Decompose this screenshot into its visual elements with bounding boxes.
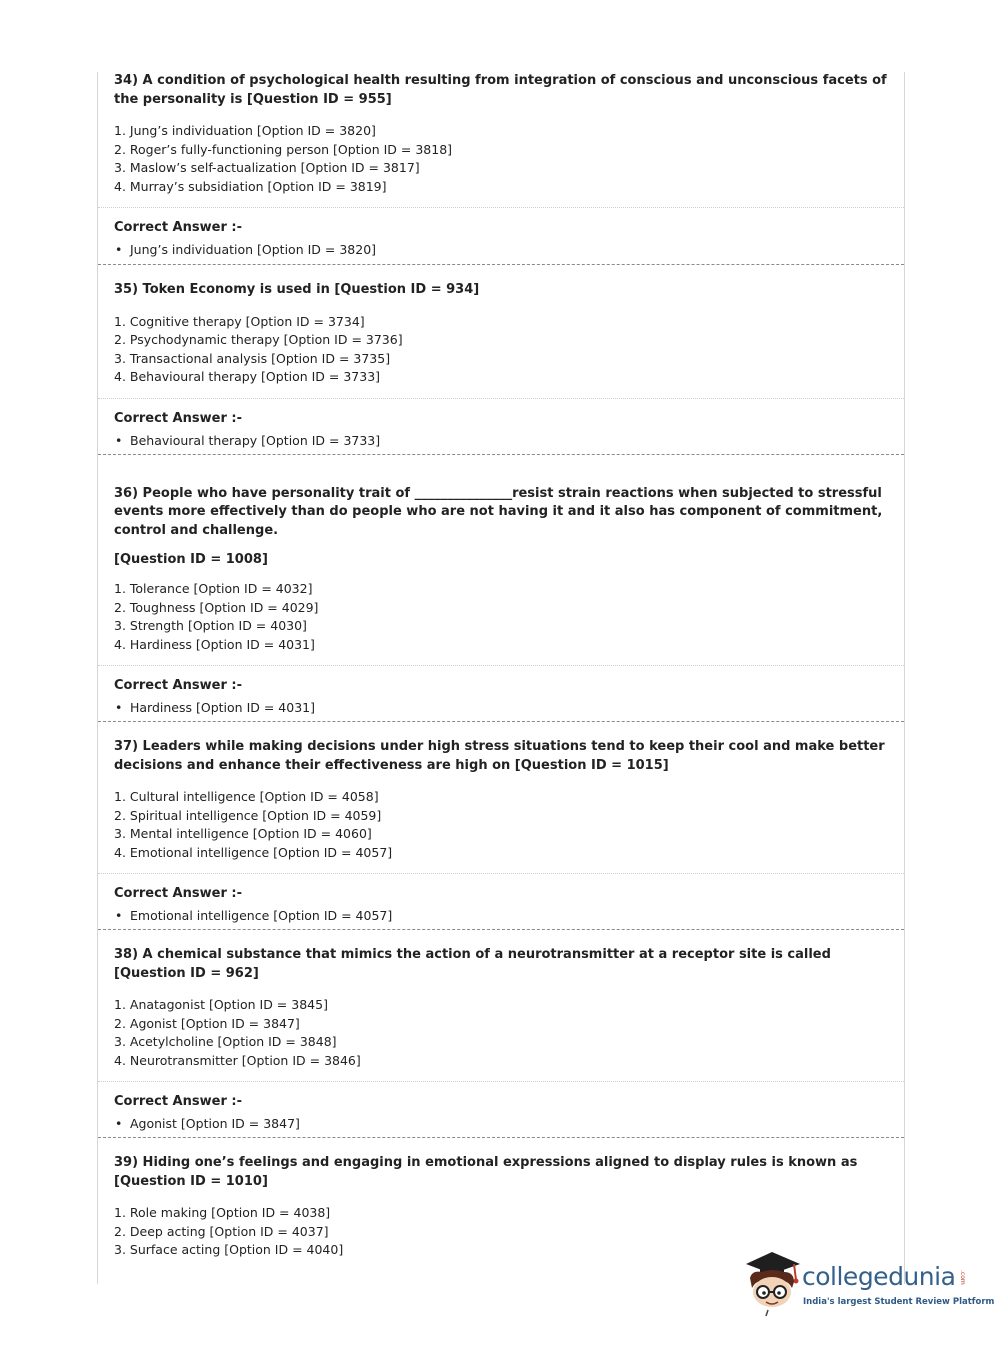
option-item: 3. Acetylcholine [Option ID = 3848] (114, 1034, 337, 1049)
correct-answer-block (98, 873, 904, 929)
question-text: 35) Token Economy is used in [Question ID = 934] (114, 282, 480, 297)
option-list (114, 996, 888, 1070)
option-item: 2. Deep acting [Option ID = 4037] (114, 1223, 329, 1239)
option-item: 3. Transactional analysis [Option ID = 3735] (114, 350, 391, 366)
correct-answer-value: • Agonist [Option ID = 3847] (114, 1115, 888, 1133)
correct-answer-block (98, 1081, 904, 1137)
question-36 (98, 455, 904, 655)
option-item: 2. Roger’s fully-functioning person [Option ID = 3818] (114, 141, 453, 157)
option-list (114, 122, 888, 196)
option-item: 2. Agonist [Option ID = 3847] (114, 1015, 300, 1031)
correct-answer-label: Correct Answer :- (114, 886, 242, 901)
graduate-mascot-icon (742, 1248, 804, 1318)
option-item: 4. Neurotransmitter [Option ID = 3846] (114, 1052, 361, 1068)
question-35 (98, 265, 904, 387)
option-list (114, 580, 888, 654)
option-item: 1. Anatagonist [Option ID = 3845] (114, 997, 328, 1012)
question-38 (98, 930, 904, 1070)
option-list (114, 788, 888, 862)
option-item: 4. Hardiness [Option ID = 4031] (114, 636, 315, 652)
question-text: 36) People who have personality trait of _______________resist strain reactions when subjected to stressful events more effectively than do people who are not having it and it also has component of commitment, control and challenge. (114, 485, 883, 538)
option-list (114, 313, 888, 387)
correct-answer-value: • Hardiness [Option ID = 4031] (114, 699, 888, 717)
option-item: 4. Murray’s subsidiation [Option ID = 3819] (114, 178, 387, 194)
option-item: 1. Cognitive therapy [Option ID = 3734] (114, 313, 365, 329)
option-item: 1. Jung’s individuation [Option ID = 3820] (114, 123, 376, 138)
correct-answer-block (98, 665, 904, 721)
option-item: 4. Behavioural therapy [Option ID = 3733] (114, 369, 381, 384)
question-paper-page (97, 72, 905, 1284)
logo-tagline: India's largest Student Review Platform (803, 1297, 995, 1307)
option-item: 2. Spiritual intelligence [Option ID = 4059] (114, 807, 382, 823)
option-item: 1. Role making [Option ID = 4038] (114, 1205, 331, 1220)
option-item: 3. Strength [Option ID = 4030] (114, 618, 307, 633)
question-39 (98, 1138, 904, 1260)
correct-answer-block (98, 207, 904, 264)
logo-domain-suffix: .com (959, 1270, 966, 1285)
question-37 (98, 722, 904, 862)
question-text: 39) Hiding one’s feelings and engaging in emotional expressions aligned to display rules is known as [Question ID = 1010] (114, 1155, 858, 1189)
option-item: 4. Emotional intelligence [Option ID = 4057] (114, 844, 393, 860)
question-text: 38) A chemical substance that mimics the action of a neurotransmitter at a receptor site is called [Question ID = 962] (114, 947, 831, 981)
question-34 (98, 72, 904, 196)
correct-answer-label: Correct Answer :- (114, 1094, 242, 1109)
option-item: 2. Toughness [Option ID = 4029] (114, 599, 319, 615)
option-item: 3. Maslow’s self-actualization [Option ID = 3817] (114, 160, 420, 175)
option-item: 1. Cultural intelligence [Option ID = 4058] (114, 789, 379, 804)
option-item: 3. Surface acting [Option ID = 4040] (114, 1242, 344, 1257)
correct-answer-label: Correct Answer :- (114, 410, 242, 426)
question-id-line: [Question ID = 1008] (114, 552, 268, 567)
option-item: 3. Mental intelligence [Option ID = 4060] (114, 826, 372, 841)
logo-wordmark: collegedunia (802, 1262, 956, 1291)
collegedunia-logo (742, 1248, 995, 1318)
correct-answer-label: Correct Answer :- (114, 220, 242, 235)
correct-answer-block (98, 398, 904, 454)
correct-answer-value: • Emotional intelligence [Option ID = 4057] (114, 907, 888, 925)
option-item: 1. Tolerance [Option ID = 4032] (114, 581, 313, 596)
question-text: 37) Leaders while making decisions under high stress situations tend to keep their cool and make better decisions and enhance their effectiveness are high on [Question ID = 1015] (114, 739, 885, 773)
option-item: 2. Psychodynamic therapy [Option ID = 3736] (114, 332, 403, 347)
correct-answer-value: • Jung’s individuation [Option ID = 3820] (114, 241, 888, 259)
correct-answer-label: Correct Answer :- (114, 678, 242, 693)
correct-answer-value: • Behavioural therapy [Option ID = 3733] (114, 432, 888, 450)
question-text: 34) A condition of psychological health resulting from integration of conscious and unconscious facets of the personality is [Question ID = 955] (114, 73, 887, 107)
